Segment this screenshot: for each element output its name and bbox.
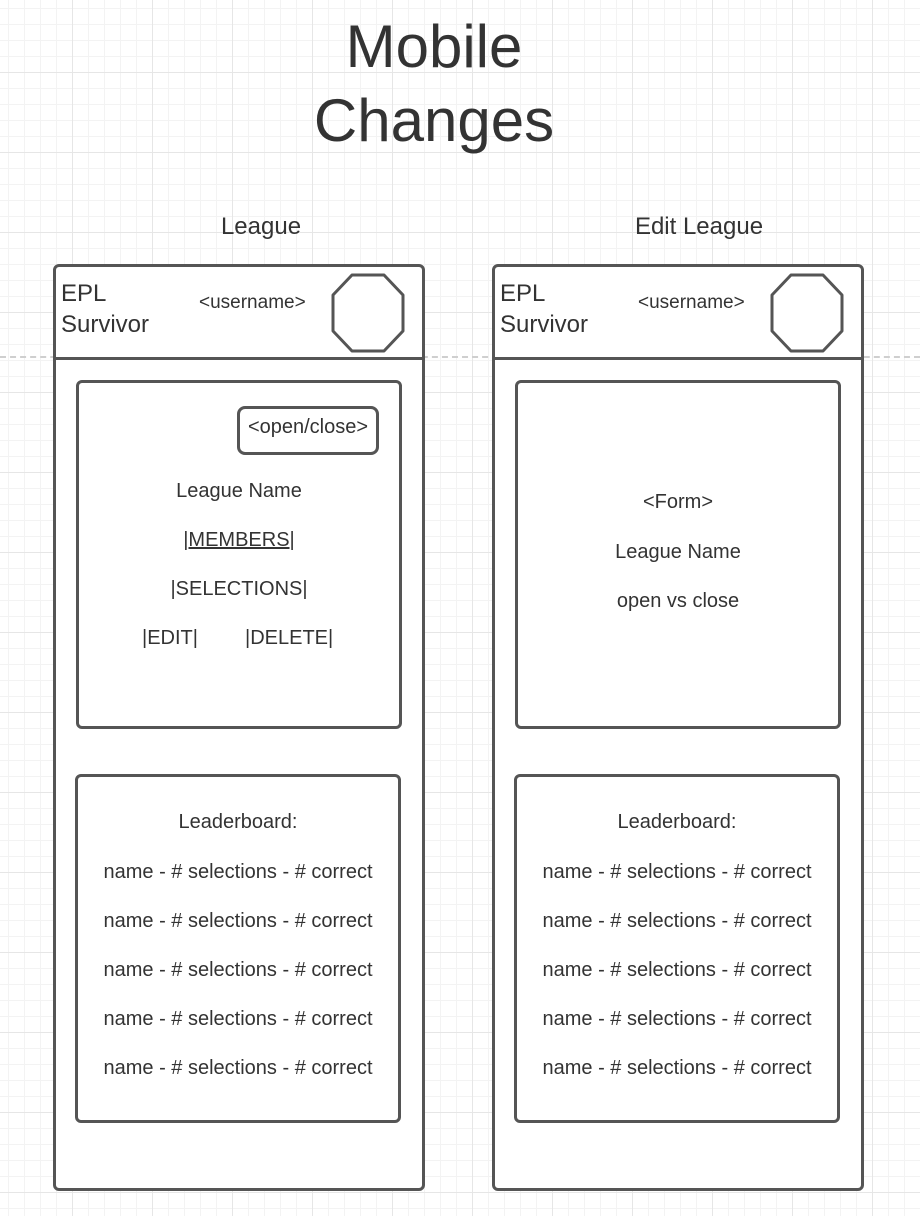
- leaderboard-row: name - # selections - # correct: [103, 1008, 373, 1030]
- league-name-field[interactable]: League Name: [615, 541, 741, 563]
- leaderboard-row: name - # selections - # correct: [103, 1057, 373, 1079]
- username-label: <username>: [638, 292, 745, 313]
- app-header: [495, 267, 861, 360]
- username-label: <username>: [199, 292, 306, 313]
- leaderboard-row: name - # selections - # correct: [542, 1057, 812, 1079]
- brand-line2: Survivor: [61, 311, 150, 338]
- leaderboard-heading: Leaderboard:: [178, 811, 298, 833]
- open-close-field[interactable]: open vs close: [616, 590, 740, 612]
- league-name: League Name: [176, 480, 302, 502]
- avatar-icon[interactable]: [769, 273, 845, 353]
- leaderboard-heading: Leaderboard:: [617, 811, 737, 833]
- leaderboard-row: name - # selections - # correct: [542, 861, 812, 883]
- brand-line1: EPL: [500, 280, 546, 307]
- avatar-icon[interactable]: [330, 273, 406, 353]
- brand-line1: EPL: [61, 280, 107, 307]
- app-logo-text[interactable]: [500, 278, 588, 340]
- leaderboard-row: name - # selections - # correct: [103, 959, 373, 981]
- leaderboard-row: name - # selections - # correct: [542, 959, 812, 981]
- app-logo-text[interactable]: [61, 278, 149, 340]
- leaderboard-card: [75, 774, 401, 1123]
- open-close-toggle[interactable]: <open/close>: [237, 406, 379, 455]
- phone-frame-league: [53, 264, 425, 1191]
- screen-title-edit-league: Edit League: [634, 213, 764, 240]
- edit-button[interactable]: |EDIT|: [142, 627, 198, 649]
- screen-title-league: League: [220, 213, 302, 240]
- page-title-line2: Changes: [313, 87, 555, 154]
- phone-frame-edit-league: [492, 264, 864, 1191]
- members-link[interactable]: |MEMBERS|: [183, 529, 295, 551]
- leaderboard-row: name - # selections - # correct: [542, 910, 812, 932]
- selections-link[interactable]: |SELECTIONS|: [170, 578, 308, 600]
- form-card: [515, 380, 841, 729]
- leaderboard-row: name - # selections - # correct: [103, 910, 373, 932]
- leaderboard-card: [514, 774, 840, 1123]
- brand-line2: Survivor: [500, 311, 589, 338]
- leaderboard-row: name - # selections - # correct: [103, 861, 373, 883]
- app-header: [56, 267, 422, 360]
- form-placeholder: <Form>: [642, 491, 714, 513]
- league-card: [76, 380, 402, 729]
- page-title-line1: Mobile: [345, 13, 523, 80]
- delete-button[interactable]: |DELETE|: [245, 627, 334, 649]
- leaderboard-row: name - # selections - # correct: [542, 1008, 812, 1030]
